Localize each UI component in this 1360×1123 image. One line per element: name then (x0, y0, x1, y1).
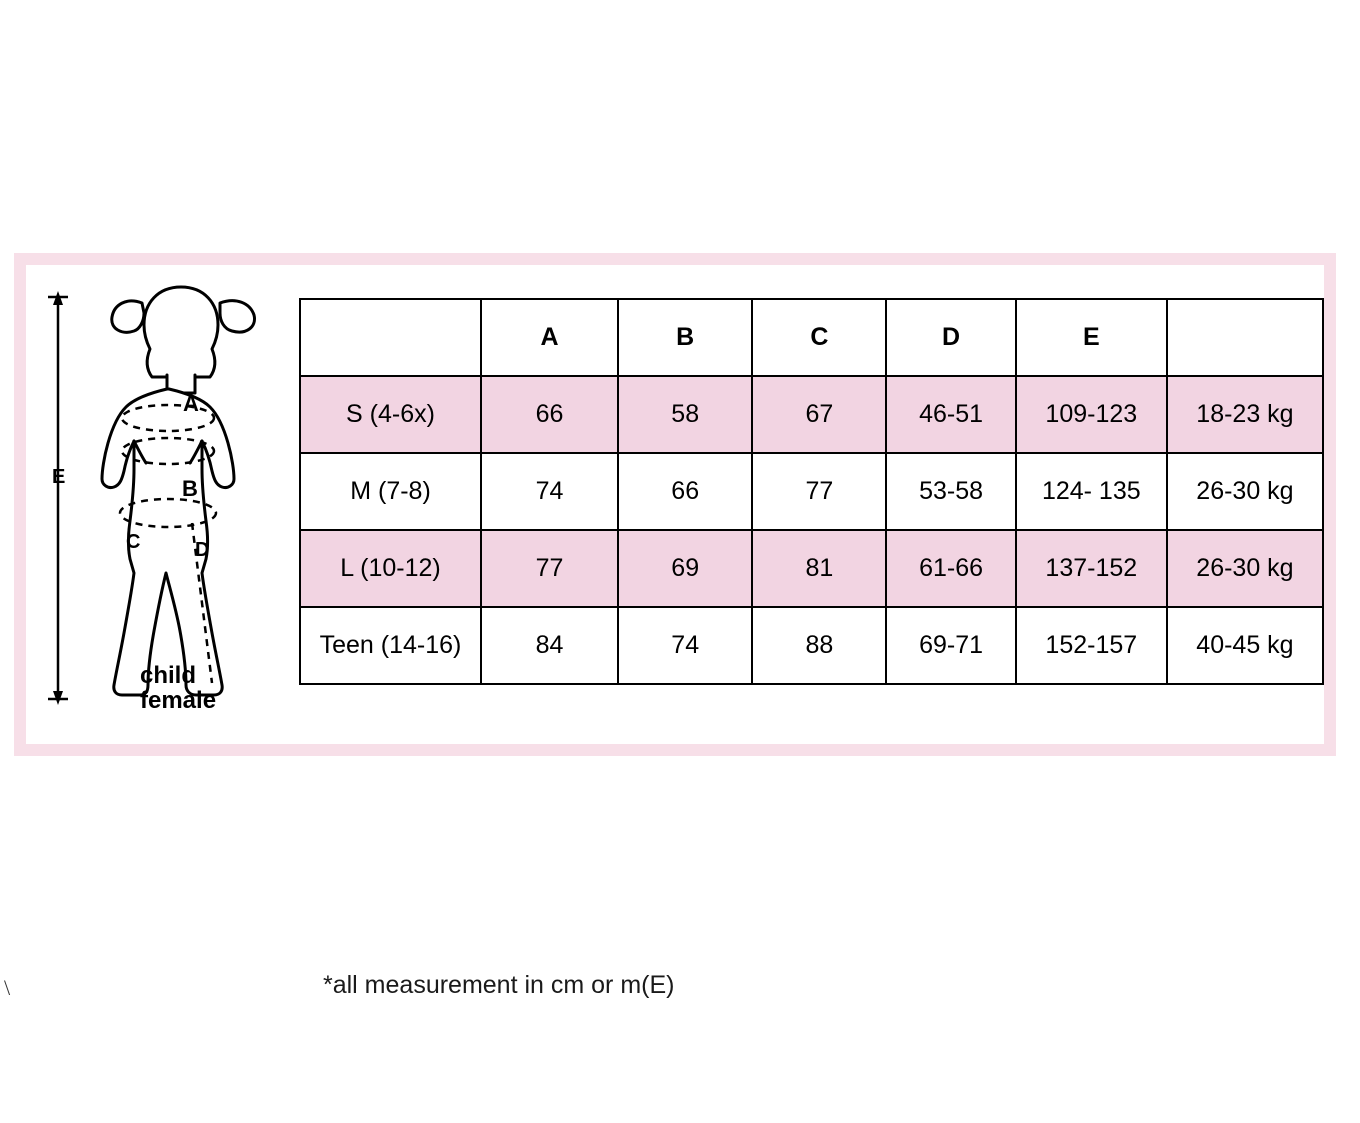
cell-l-e: 137-152 (1016, 530, 1167, 607)
header-cell-blank (300, 299, 481, 376)
child-female-figure (34, 273, 299, 723)
cell-s-d: 46-51 (886, 376, 1015, 453)
cell-l-c: 81 (752, 530, 886, 607)
table-row (300, 376, 1323, 453)
header-cell-a: A (481, 299, 618, 376)
cell-m-a: 74 (481, 453, 618, 530)
header-cell-d: D (886, 299, 1015, 376)
cell-s-a: 66 (481, 376, 618, 453)
row-label-l: L (10-12) (300, 530, 481, 607)
header-cell-e: E (1016, 299, 1167, 376)
cell-s-weight: 18-23 kg (1167, 376, 1323, 453)
row-label-m: M (7-8) (300, 453, 481, 530)
cell-m-c: 77 (752, 453, 886, 530)
measurement-footnote: *all measurement in cm or m(E) (323, 971, 675, 999)
figure-caption-line1: child (140, 662, 197, 689)
table-row (300, 530, 1323, 607)
header-cell-b: B (618, 299, 752, 376)
cell-teen-weight: 40-45 kg (1167, 607, 1323, 684)
cell-teen-b: 74 (618, 607, 752, 684)
cell-l-d: 61-66 (886, 530, 1015, 607)
marker-label-a: A (183, 391, 199, 416)
cell-l-b: 69 (618, 530, 752, 607)
body-outline (102, 287, 254, 695)
table-row (300, 607, 1323, 684)
stray-mark: \ (4, 975, 11, 1000)
row-label-s: S (4-6x) (300, 376, 481, 453)
cell-m-e: 124- 135 (1016, 453, 1167, 530)
cell-s-e: 109-123 (1016, 376, 1167, 453)
figure-caption-line2: female (140, 686, 217, 714)
marker-label-c: C (126, 531, 141, 553)
header-cell-c: C (752, 299, 886, 376)
cell-teen-a: 84 (481, 607, 618, 684)
cell-s-b: 58 (618, 376, 752, 453)
marker-label-b: B (182, 476, 198, 501)
row-label-teen: Teen (14-16) (300, 607, 481, 684)
cell-m-d: 53-58 (886, 453, 1015, 530)
cell-teen-e: 152-157 (1016, 607, 1167, 684)
marker-label-e: E (52, 466, 66, 488)
cell-l-weight: 26-30 kg (1167, 530, 1323, 607)
cell-m-b: 66 (618, 453, 752, 530)
table-header-row (300, 299, 1323, 376)
cell-m-weight: 26-30 kg (1167, 453, 1323, 530)
cell-teen-d: 69-71 (886, 607, 1015, 684)
size-chart-inner (26, 265, 1324, 999)
height-arrow-icon (48, 291, 68, 705)
header-cell-weight (1167, 299, 1323, 376)
size-chart-card (14, 253, 1336, 999)
figure-caption (140, 664, 216, 714)
cell-teen-c: 88 (752, 607, 886, 684)
size-table (299, 298, 1324, 685)
cell-l-a: 77 (481, 530, 618, 607)
table-row (300, 453, 1323, 530)
cell-s-c: 67 (752, 376, 886, 453)
marker-label-d: D (195, 539, 210, 561)
figure-illustration-svg (34, 273, 299, 723)
